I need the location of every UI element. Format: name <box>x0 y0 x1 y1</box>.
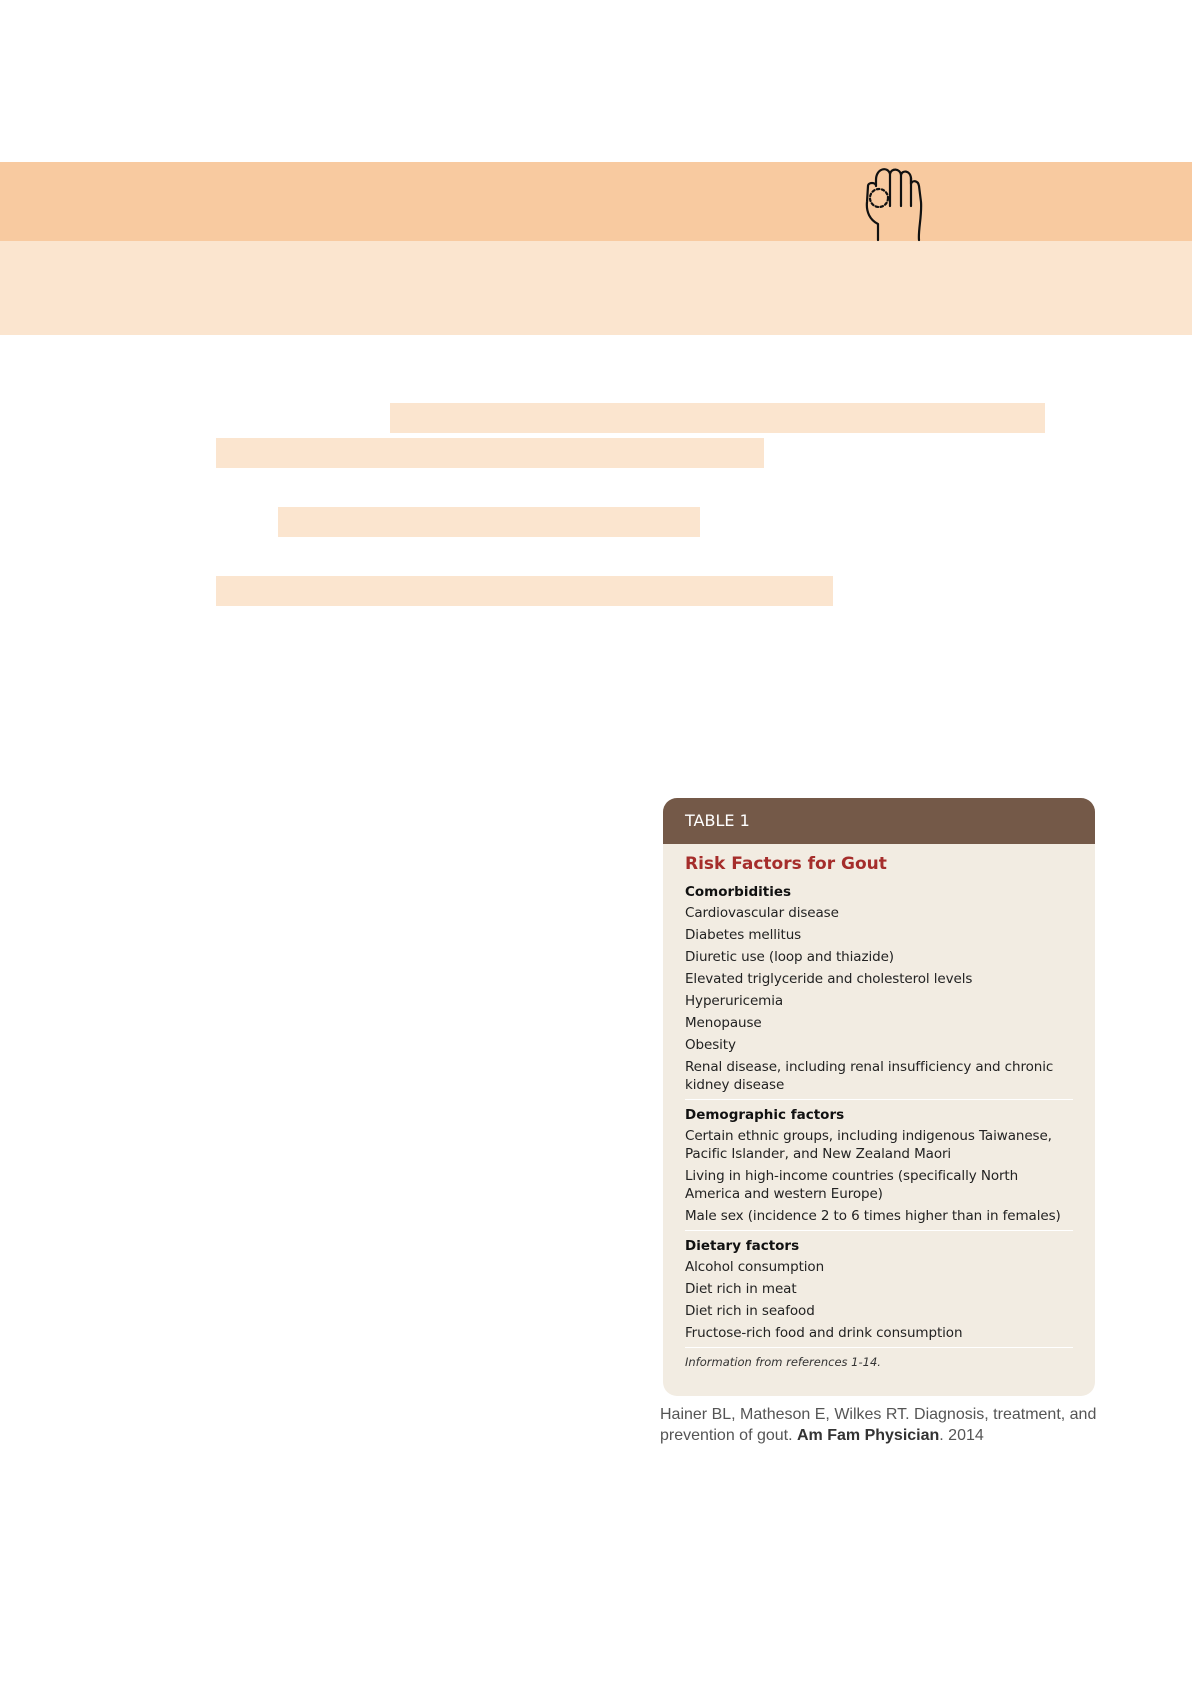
list-item: Diuretic use (loop and thiazide) <box>685 949 894 965</box>
divider <box>685 1347 1073 1348</box>
text-placeholder-bar <box>216 438 764 468</box>
list-item: Diet rich in meat <box>685 1281 797 1297</box>
list-item: Male sex (incidence 2 to 6 times higher than in females) <box>685 1208 1061 1224</box>
list-item: Hyperuricemia <box>685 993 784 1009</box>
table-label: TABLE 1 <box>663 798 1095 844</box>
list-item: Obesity <box>685 1037 736 1053</box>
divider <box>685 1230 1073 1231</box>
list-item: Elevated triglyceride and cholesterol levels <box>685 971 973 987</box>
text-placeholder-bar <box>390 403 1045 433</box>
list-item: Diet rich in seafood <box>685 1303 815 1319</box>
section-comorbidities <box>685 884 1073 1094</box>
citation <box>660 1404 1130 1446</box>
list-item: Cardiovascular disease <box>685 905 839 921</box>
list-item: Fructose-rich food and drink consumption <box>685 1325 963 1341</box>
list-item: Alcohol consumption <box>685 1259 825 1275</box>
risk-factors-table <box>663 798 1095 1396</box>
section-heading: Comorbidities <box>685 884 792 900</box>
section-demographic <box>685 1107 1073 1225</box>
list-item: Renal disease, including renal insufficiency and chronic kidney disease <box>685 1059 1054 1093</box>
citation-authors: Hainer BL, Matheson E, Wilkes RT. Diagnosis, treatment, and prevention of gout. <box>660 1406 1097 1444</box>
section-dietary <box>685 1238 1073 1342</box>
text-placeholder-bar <box>216 576 833 606</box>
list-item: Living in high-income countries (specifically North America and western Europe) <box>685 1168 1019 1202</box>
list-item: Certain ethnic groups, including indigenous Taiwanese, Pacific Islander, and New Zealand Maori <box>685 1128 1052 1162</box>
table-footnote: Information from references 1-14. <box>685 1355 881 1369</box>
section-heading: Demographic factors <box>685 1107 845 1123</box>
table-body <box>663 844 1095 1369</box>
text-placeholder-bar <box>278 507 700 537</box>
list-item: Diabetes mellitus <box>685 927 802 943</box>
hand-icon <box>860 160 938 242</box>
citation-journal: Am Fam Physician <box>797 1427 940 1444</box>
list-item: Menopause <box>685 1015 762 1031</box>
subheader-band <box>0 241 1192 335</box>
header-band <box>0 162 1192 241</box>
table-title: Risk Factors for Gout <box>685 854 887 874</box>
citation-year: . 2014 <box>939 1427 984 1444</box>
section-heading: Dietary factors <box>685 1238 800 1254</box>
divider <box>685 1099 1073 1100</box>
